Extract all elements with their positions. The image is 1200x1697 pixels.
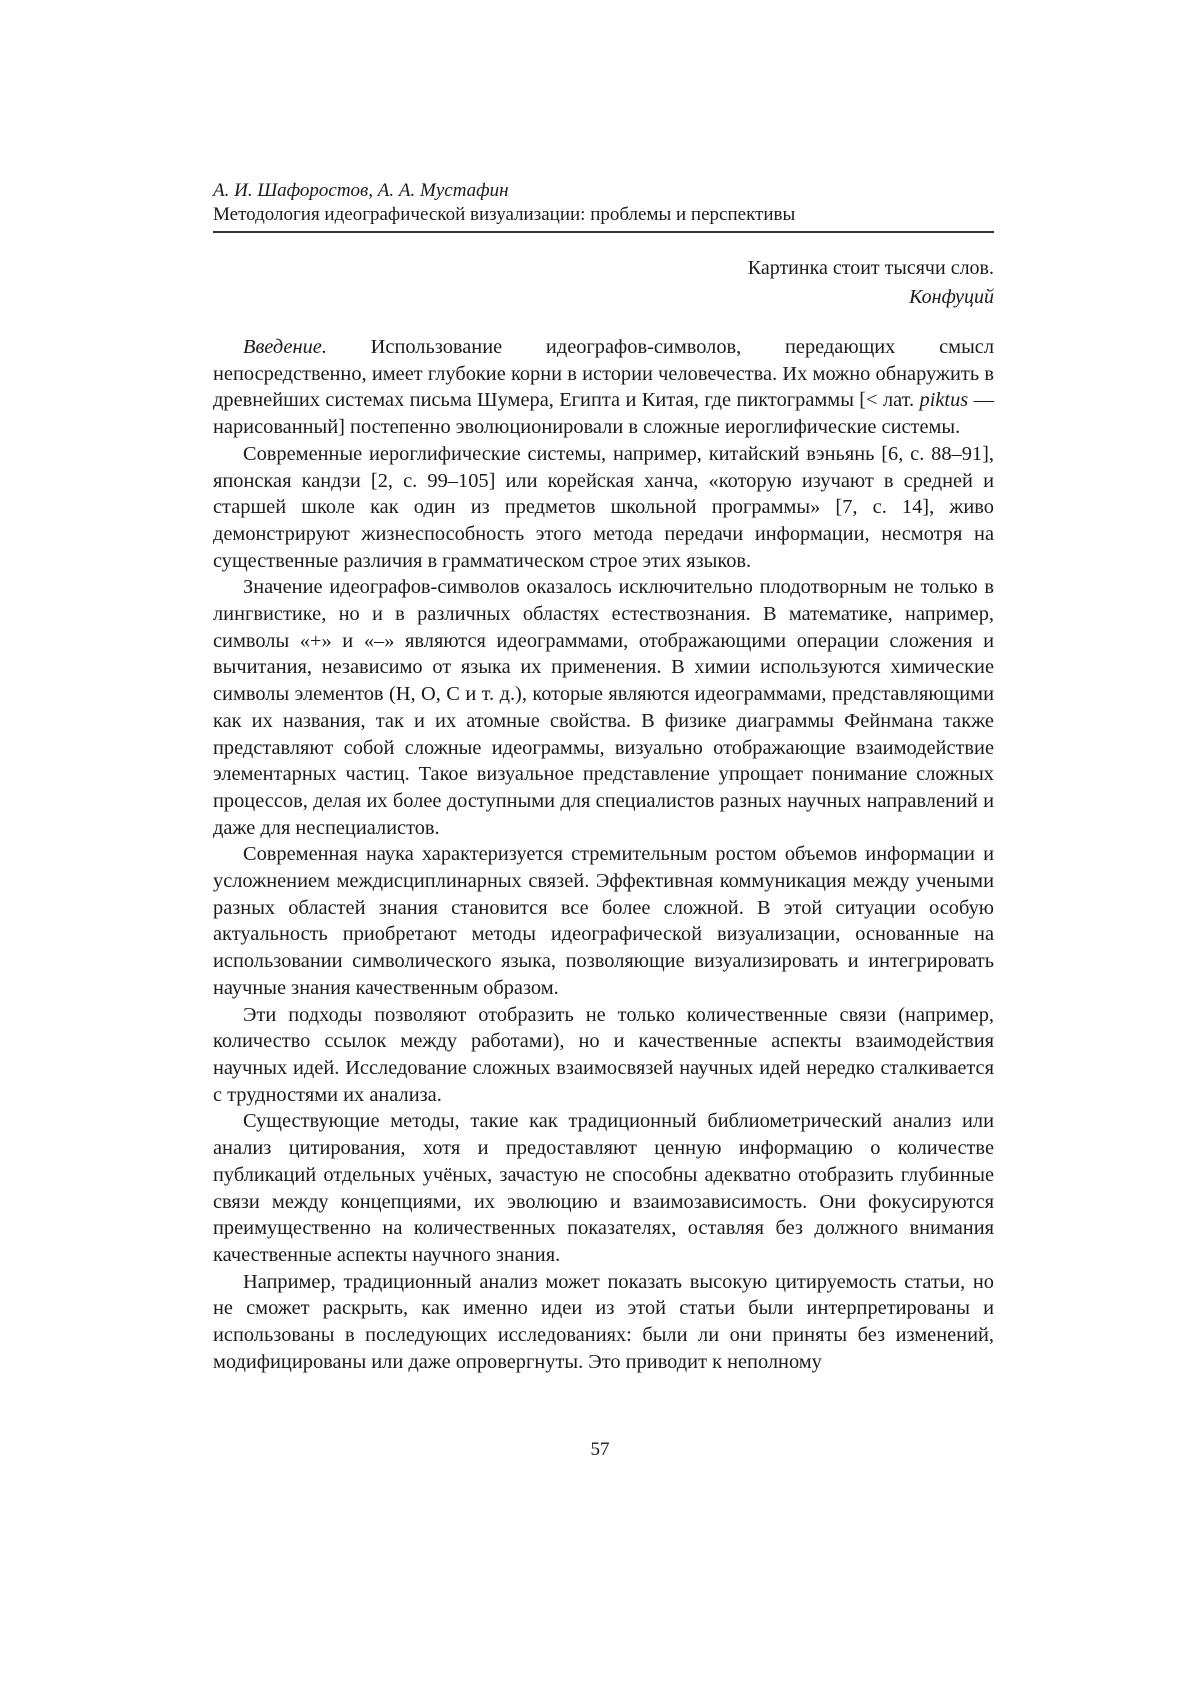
epigraph — [748, 254, 994, 312]
epigraph-quote: Картинка стоит тысячи слов. — [748, 254, 994, 283]
header-divider — [213, 231, 994, 233]
paragraph: Современные иероглифические системы, например, китайский вэньянь [6, с. 88–91], японская кандзи [2, с. 99–105] или корейская ханча, «которую изучают в средней и старшей школе как один из предметов школьной программы» [7, с. 14], живо демонстрируют жизнеспособность этого метода передачи информации, несмотря на существенные различия в грамматическом строе этих языков. — [213, 441, 994, 575]
paragraph-text: — нарисованный] постепенно эволюционировали в сложные иероглифические системы. — [213, 389, 994, 438]
paragraph-text: Использование идеографов-символов, передающих смысл непосредственно, имеет глубокие корни в истории человечества. Их можно обнаружить в древнейших системах письма Шумера, Египта и Китая, где пиктограммы [< лат. — [213, 336, 994, 411]
running-header — [213, 179, 994, 233]
article-body — [213, 334, 994, 1375]
latin-term: piktus — [920, 389, 969, 411]
paragraph: Например, традиционный анализ может показать высокую цитируемость статьи, но не сможет раскрыть, как именно идеи из этой статьи были интерпретированы и использованы в последующих исследованиях: были ли они приняты без изменений, модифицированы или даже опровергнуты. Это приводит к неполному — [213, 1269, 994, 1376]
paragraph: Эти подходы позволяют отобразить не только количественные связи (например, количество ссылок между работами), но и качественные аспекты взаимодействия научных идей. Исследование сложных взаимосвязей научных идей нередко сталкивается с трудностями их анализа. — [213, 1002, 994, 1109]
header-title: Методология идеографической визуализации: проблемы и перспективы — [213, 203, 994, 227]
paragraph: Значение идеографов-символов оказалось исключительно плодотворным не только в лингвистике, но и в различных областях естествознания. В математике, например, символы «+» и «–» являются идеограммами, отображающими операции сложения и вычитания, независимо от языка их применения. В химии используются химические символы элементов (H, O, C и т. д.), которые являются идеограммами, представляющими как их названия, так и их атомные свойства. В физике диаграммы Фейнмана также представляют собой сложные идеограммы, визуально отображающие взаимодействие элементарных частиц. Такое визуальное представление упрощает понимание сложных процессов, делая их более доступными для специалистов разных научных направлений и даже для неспециалистов. — [213, 574, 994, 841]
epigraph-source: Конфуций — [748, 283, 994, 312]
header-authors: А. И. Шафоростов, А. А. Мустафин — [213, 179, 994, 203]
paragraph-lead-in: Введение. — [243, 336, 327, 358]
paragraph-introduction — [213, 334, 994, 441]
paragraph: Современная наука характеризуется стремительным ростом объемов информации и усложнением междисциплинарных связей. Эффективная коммуникация между учеными разных областей знания становится все более сложной. В этой ситуации особую актуальность приобретают методы идеографической визуализации, основанные на использовании символического языка, позволяющие визуализировать и интегрировать научные знания качественным образом. — [213, 841, 994, 1001]
page-number: 57 — [0, 1439, 1200, 1461]
document-page — [0, 0, 1200, 1697]
paragraph: Существующие методы, такие как традиционный библиометрический анализ или анализ цитирования, хотя и предоставляют ценную информацию о количестве публикаций отдельных учёных, зачастую не способны адекватно отобразить глубинные связи между концепциями, их эволюцию и взаимозависимость. Они фокусируются преимущественно на количественных показателях, оставляя без должного внимания качественные аспекты научного знания. — [213, 1108, 994, 1268]
